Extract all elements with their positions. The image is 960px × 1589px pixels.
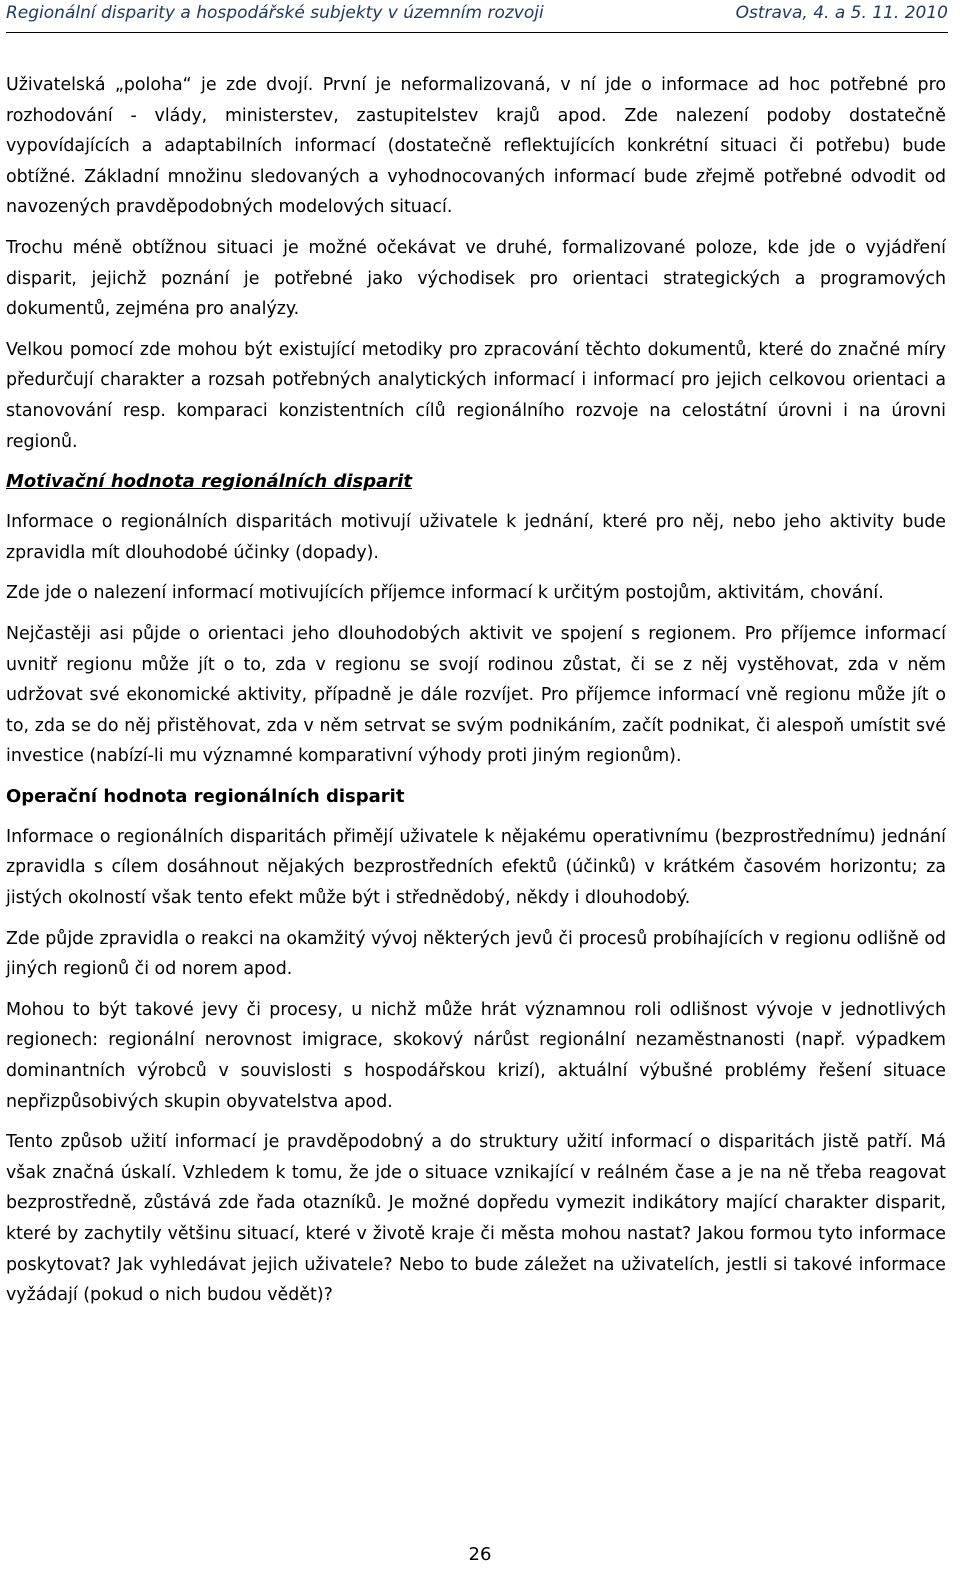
paragraph: Mohou to být takové jevy či procesy, u nichž může hrát významnou roli odlišnost vývoje v jednotlivých regionech: regionální nerovnost imigrace, skokový nárůst regionální nezaměstnanosti (např. výpadkem dominantních výrobců v souvislosti s hospodářskou krizí), aktuální výbušné problémy řešení situace nepřizpůsobivých skupin obyvatelstva apod. — [6, 999, 946, 1112]
paragraph: Zde jde o nalezení informací motivujících příjemce informací k určitým postojům, aktivitám, chování. — [6, 583, 884, 604]
paragraph: Tento způsob užití informací je pravděpodobný a do struktury užití informací o disparitách jistě patří. Má však značná úskalí. Vzhledem k tomu, že jde o situace vznikající v reálném čase a je na ně třeba reagovat bezprostředně, zůstává zde řada otazníků. Je možné dopředu vymezit indikátory mající charakter disparit, které by zachytily většinu situací, které v životě kraje či města mohou nastat? Jakou formou tyto informace poskytovat? Jak vyhledávat jejich uživatele? Nebo to bude záležet na uživatelích, jestli si takové informace vyžádají (pokud o nich budou vědět)? — [6, 1132, 946, 1306]
header-title: Regionální disparity a hospodářské subjekty v územním rozvoji — [6, 3, 544, 23]
document-body — [6, 70, 946, 1321]
running-header — [6, 0, 948, 33]
paragraph: Informace o regionálních disparitách přimějí uživatele k nějakému operativnímu (bezprostřednímu) jednání zpravidla s cílem dosáhnout nějakých bezprostředních efektů (účinků) v krátkém časovém horizontu; za jistých okolností však tento efekt může být i střednědobý, někdy i dlouhodobý. — [6, 826, 946, 909]
section-heading-motivation: Motivační hodnota regionálních disparit — [6, 471, 412, 493]
header-date: Ostrava, 4. a 5. 11. 2010 — [735, 3, 948, 23]
page-number: 26 — [468, 1544, 492, 1565]
paragraph: Uživatelská „poloha“ je zde dvojí. První je neformalizovaná, v ní jde o informace ad hoc potřebné pro rozhodování - vlády, ministerstev, zastupitelstev krajů apod. Zde nalezení podoby dostatečně vypovídajících a adaptabilních informací (dostatečně reflektujících konkrétní situaci či potřebu) bude obtížné. Základní množinu sledovaných a vyhodnocovaných informací bude zřejmě potřebné odvodit od navozených pravděpodobných modelových situací. — [6, 75, 946, 218]
paragraph: Nejčastěji asi půjde o orientaci jeho dlouhodobých aktivit ve spojení s regionem. Pro příjemce informací uvnitř regionu může jít o to, zda v regionu se svojí rodinou zůstat, či se z něj vystěhovat, zda v něm udržovat své ekonomické aktivity, případně je dále rozvíjet. Pro příjemce informací vně regionu může jít o to, zda se do něj přistěhovat, zda v něm setrvat se svým podnikáním, začít podnikat, či alespoň umístit své investice (nabízí-li mu významné komparativní výhody proti jiným regionům). — [6, 623, 946, 767]
paragraph: Velkou pomocí zde mohou být existující metodiky pro zpracování těchto dokumentů, které do značné míry předurčují charakter a rozsah potřebných analytických informací i informací pro jejich celkovou orientaci a stanovování resp. komparaci konzistentních cílů regionálního rozvoje na celostátní úrovni i na úrovni regionů. — [6, 339, 946, 452]
paragraph: Informace o regionálních disparitách motivují uživatele k jednání, které pro něj, nebo jeho aktivity bude zpravidla mít dlouhodobé účinky (dopady). — [6, 512, 946, 563]
paragraph: Trochu méně obtížnou situaci je možné očekávat ve druhé, formalizované poloze, kde jde o vyjádření disparit, jejichž poznání je potřebné jako východisek pro orientaci strategických a programových dokumentů, zejména pro analýzy. — [6, 237, 946, 320]
section-heading-operation: Operační hodnota regionálních disparit — [6, 785, 405, 807]
paragraph: Zde půjde zpravidla o reakci na okamžitý vývoj některých jevů či procesů probíhajících v regionu odlišně od jiných regionů či od norem apod. — [6, 928, 946, 980]
